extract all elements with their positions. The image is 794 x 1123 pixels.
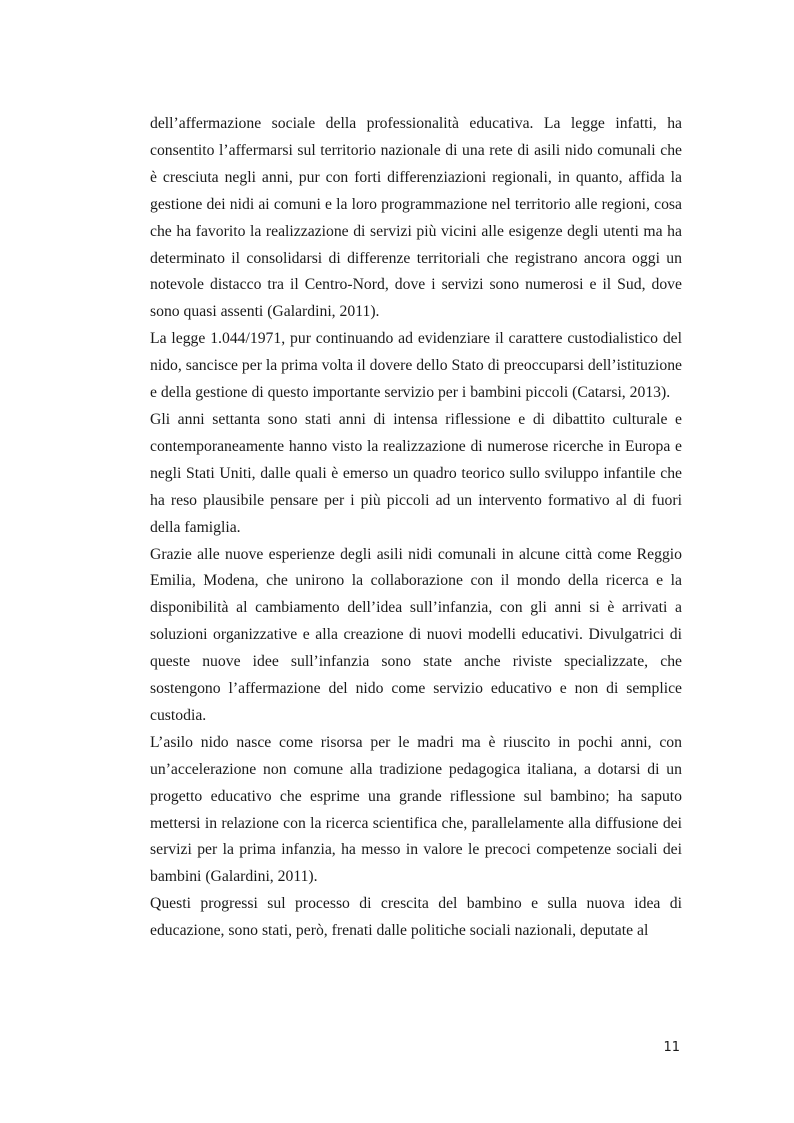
page-number: 11 — [663, 1040, 680, 1055]
paragraph: Gli anni settanta sono stati anni di intensa riflessione e di dibattito culturale e contemporaneamente hanno visto la realizzazione di numerose ricerche in Europa e negli Stati Uniti, dalle quali è emerso un quadro teorico sullo sviluppo infantile che ha reso plausibile pensare per i più piccoli ad un intervento formativo al di fuori della famiglia. — [150, 410, 682, 536]
body-text — [150, 111, 682, 945]
paragraph: dell’affermazione sociale della professionalità educativa. La legge infatti, ha consentito l’affermarsi sul territorio nazionale di una rete di asili nido comunali che è cresciuta negli anni, pur con forti differenziazioni regionali, in quanto, affida la gestione dei nidi ai comuni e la loro programmazione nel territorio alle regioni, cosa che ha favorito la realizzazione di servizi più vicini alle esigenze degli utenti ma ha determinato il consolidarsi di differenze territoriali che registrano ancora oggi un notevole distacco tra il Centro-Nord, dove i servizi sono numerosi e il Sud, dove sono quasi assenti (Galardini, 2011). — [150, 115, 682, 321]
paragraph: La legge 1.044/1971, pur continuando ad evidenziare il carattere custodialistico del nido, sancisce per la prima volta il dovere dello Stato di preoccuparsi dell’istituzione e della gestione di questo importante servizio per i bambini piccoli (Catarsi, 2013). — [150, 330, 682, 402]
paragraph: Questi progressi sul processo di crescita del bambino e sulla nuova idea di educazione, sono stati, però, frenati dalle politiche sociali nazionali, deputate al — [150, 895, 682, 940]
paragraph: Grazie alle nuove esperienze degli asili nidi comunali in alcune città come Reggio Emilia, Modena, che unirono la collaborazione con il mondo della ricerca e la disponibilità al cambiamento dell’idea sull’infanzia, con gli anni si è arrivati a soluzioni organizzative e alla creazione di nuovi modelli educativi. Divulgatrici di queste nuove idee sull’infanzia sono state anche riviste specializzate, che sostengono l’affermazione del nido come servizio educativo e non di semplice custodia. — [150, 545, 682, 724]
paragraph: L’asilo nido nasce come risorsa per le madri ma è riuscito in pochi anni, con un’accelerazione non comune alla tradizione pedagogica italiana, a dotarsi di un progetto educativo che esprime una grande riflessione sul bambino; ha saputo mettersi in relazione con la ricerca scientifica che, parallelamente alla diffusione dei servizi per la prima infanzia, ha messo in valore le precoci competenze sociali dei bambini (Galardini, 2011). — [150, 733, 682, 886]
